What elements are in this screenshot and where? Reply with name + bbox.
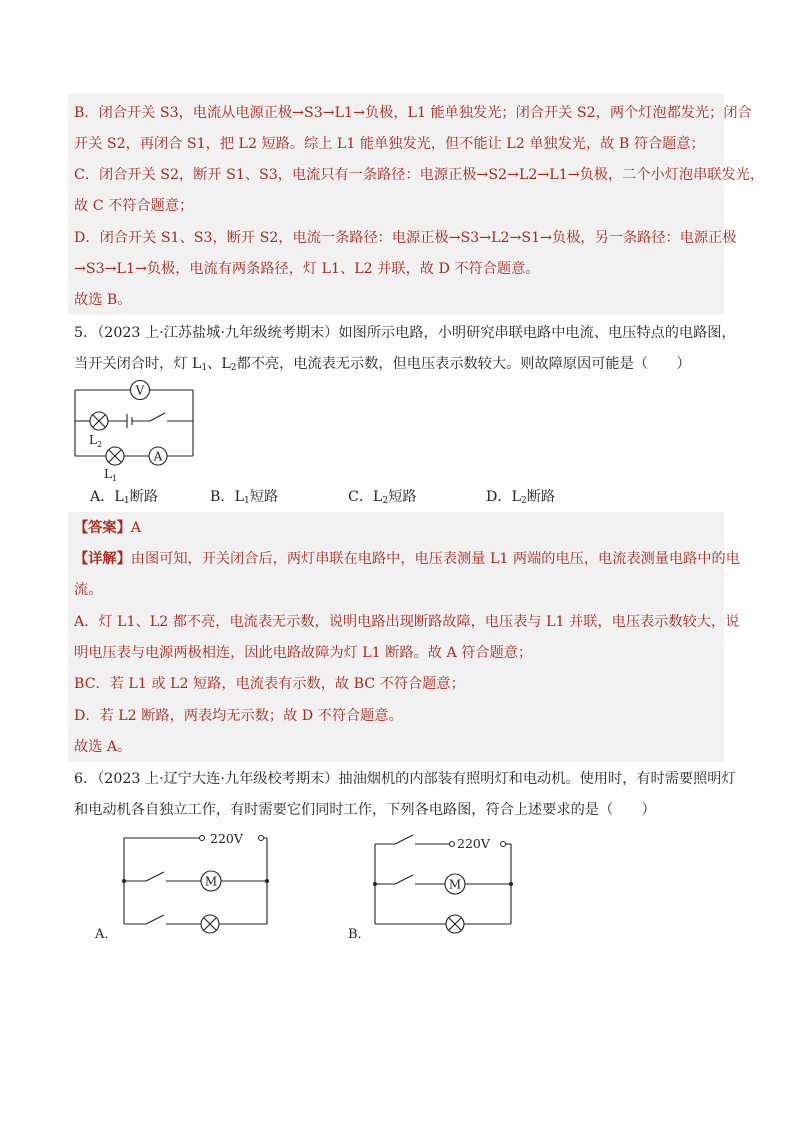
q6-stem-line2: 和电动机各自独立工作，有时需要它们同时工作，下列各电路图，符合上述要求的是（ ） [74,802,656,818]
prev-option-c-line1: C．闭合开关 S2，断开 S1、S3，电流只有一条路径：电源正极→S2→L2→L1→负极，二个小灯泡串联发光， [74,167,765,183]
q5-option-bc-line: BC．若 L1 或 L2 短路，电流表有示数，故 BC 不符合题意； [74,676,465,692]
q5-option-b[interactable]: B．$L_1$短路 [210,489,279,506]
q5-option-a-line2: 明电压表与电源两极相连，因此电路故障为灯 L1 断路。故 A 符合题意； [74,645,533,661]
voltmeter-icon [131,381,150,400]
fig-b-voltage: 220V [457,836,490,851]
prev-option-b-line1: B．闭合开关 S3，电流从电源正极→S3→L1→负极，L1 能单独发光；闭合开关 S2，两个灯泡都发光；闭合 [74,105,752,121]
q5-stem-part-b: 、L [207,356,231,372]
q6-figure-b [345,826,545,946]
q6-figure-a [90,826,290,946]
ammeter-label: A [153,449,163,464]
q5-option-d-line: D．若 L2 断路，两表均无示数；故 D 不符合题意。 [74,708,403,724]
svg-text:M: M [204,874,218,889]
prev-option-b-line2: 开关 S2，再闭合 S1，把 L2 短路。综上 L1 能单独发光，但不能让 L2 单独发光，故 B 符合题意； [74,136,705,152]
lamp-l2-icon [90,412,108,430]
detail-tag: 【详解】 [74,551,131,567]
prev-option-d-line2: →S3→L1→负极，电流有两条路径，灯 L1、L2 并联，故 D 不符合题意。 [74,261,540,277]
q5-option-a[interactable]: A．$L_1$断路 [90,489,158,506]
q5-stem-line1: 5．（2023 上·江苏盐城·九年级统考期末）如图所示电路，小明研究串联电路中电流、电压特点的电路图， [74,325,736,341]
q6-stem-line1: 6．（2023 上·辽宁大连·九年级校考期末）抽油烟机的内部装有照明灯和电动机。使用时，有时需要照明灯 [74,771,736,787]
lamp-icon [201,915,219,933]
lamp-icon [446,915,464,933]
q5-detail-line2: 流。 [74,582,103,598]
lamp-l1-icon [106,447,124,465]
q5-circuit-diagram [68,374,208,486]
motor-icon [445,874,465,894]
q5-stem-sub1: 1 [201,363,208,373]
q5-option-a-line1: A．灯 L1、L2 都不亮，电流表无示数，说明电路出现断路故障，电压表与 L1 并联，电压表示数较大，说 [74,614,740,630]
motor-icon [201,871,221,891]
q5-option-d[interactable]: D．$L_2$断路 [486,489,556,506]
q5-option-c[interactable]: C．$L_2$短路 [348,489,417,506]
lamp-l1-label: $L_1$ [104,467,118,483]
answer-tag: 【答案】 [74,520,131,536]
q5-conclusion: 故选 A。 [74,739,132,755]
q5-stem-sub2: 2 [230,363,237,373]
voltmeter-label: V [135,383,145,398]
fig-b-label[interactable]: B． [348,927,371,942]
q5-detail-line1: 【详解】由图可知，开关闭合后，两灯串联在电路中，电压表测量 L1 两端的电压，电流表测量电路中的电 [74,551,740,567]
fig-a-label[interactable]: A． [95,927,118,942]
fig-a-voltage: 220V [210,831,243,846]
prev-option-c-line2: 故 C 不符合题意； [74,198,194,214]
ammeter-icon [149,447,167,465]
q5-answer [74,518,141,538]
q5-stem-part-c: 都不亮，电流表无示数，但电压表示数较大。则故障原因可能是（ ） [236,356,691,372]
prev-conclusion: 故选 B。 [74,292,132,308]
lamp-l2-label: $L_2$ [89,433,103,449]
answer-value: A [130,520,142,536]
prev-option-d-line1: D．闭合开关 S1、S3，断开 S2，电流一条路径：电源正极→S3→L2→S1→负极，另一条路径：电源正极 [74,230,737,246]
svg-text:M: M [448,877,462,892]
q5-stem-part-a: 当开关闭合时，灯 L [74,356,202,372]
